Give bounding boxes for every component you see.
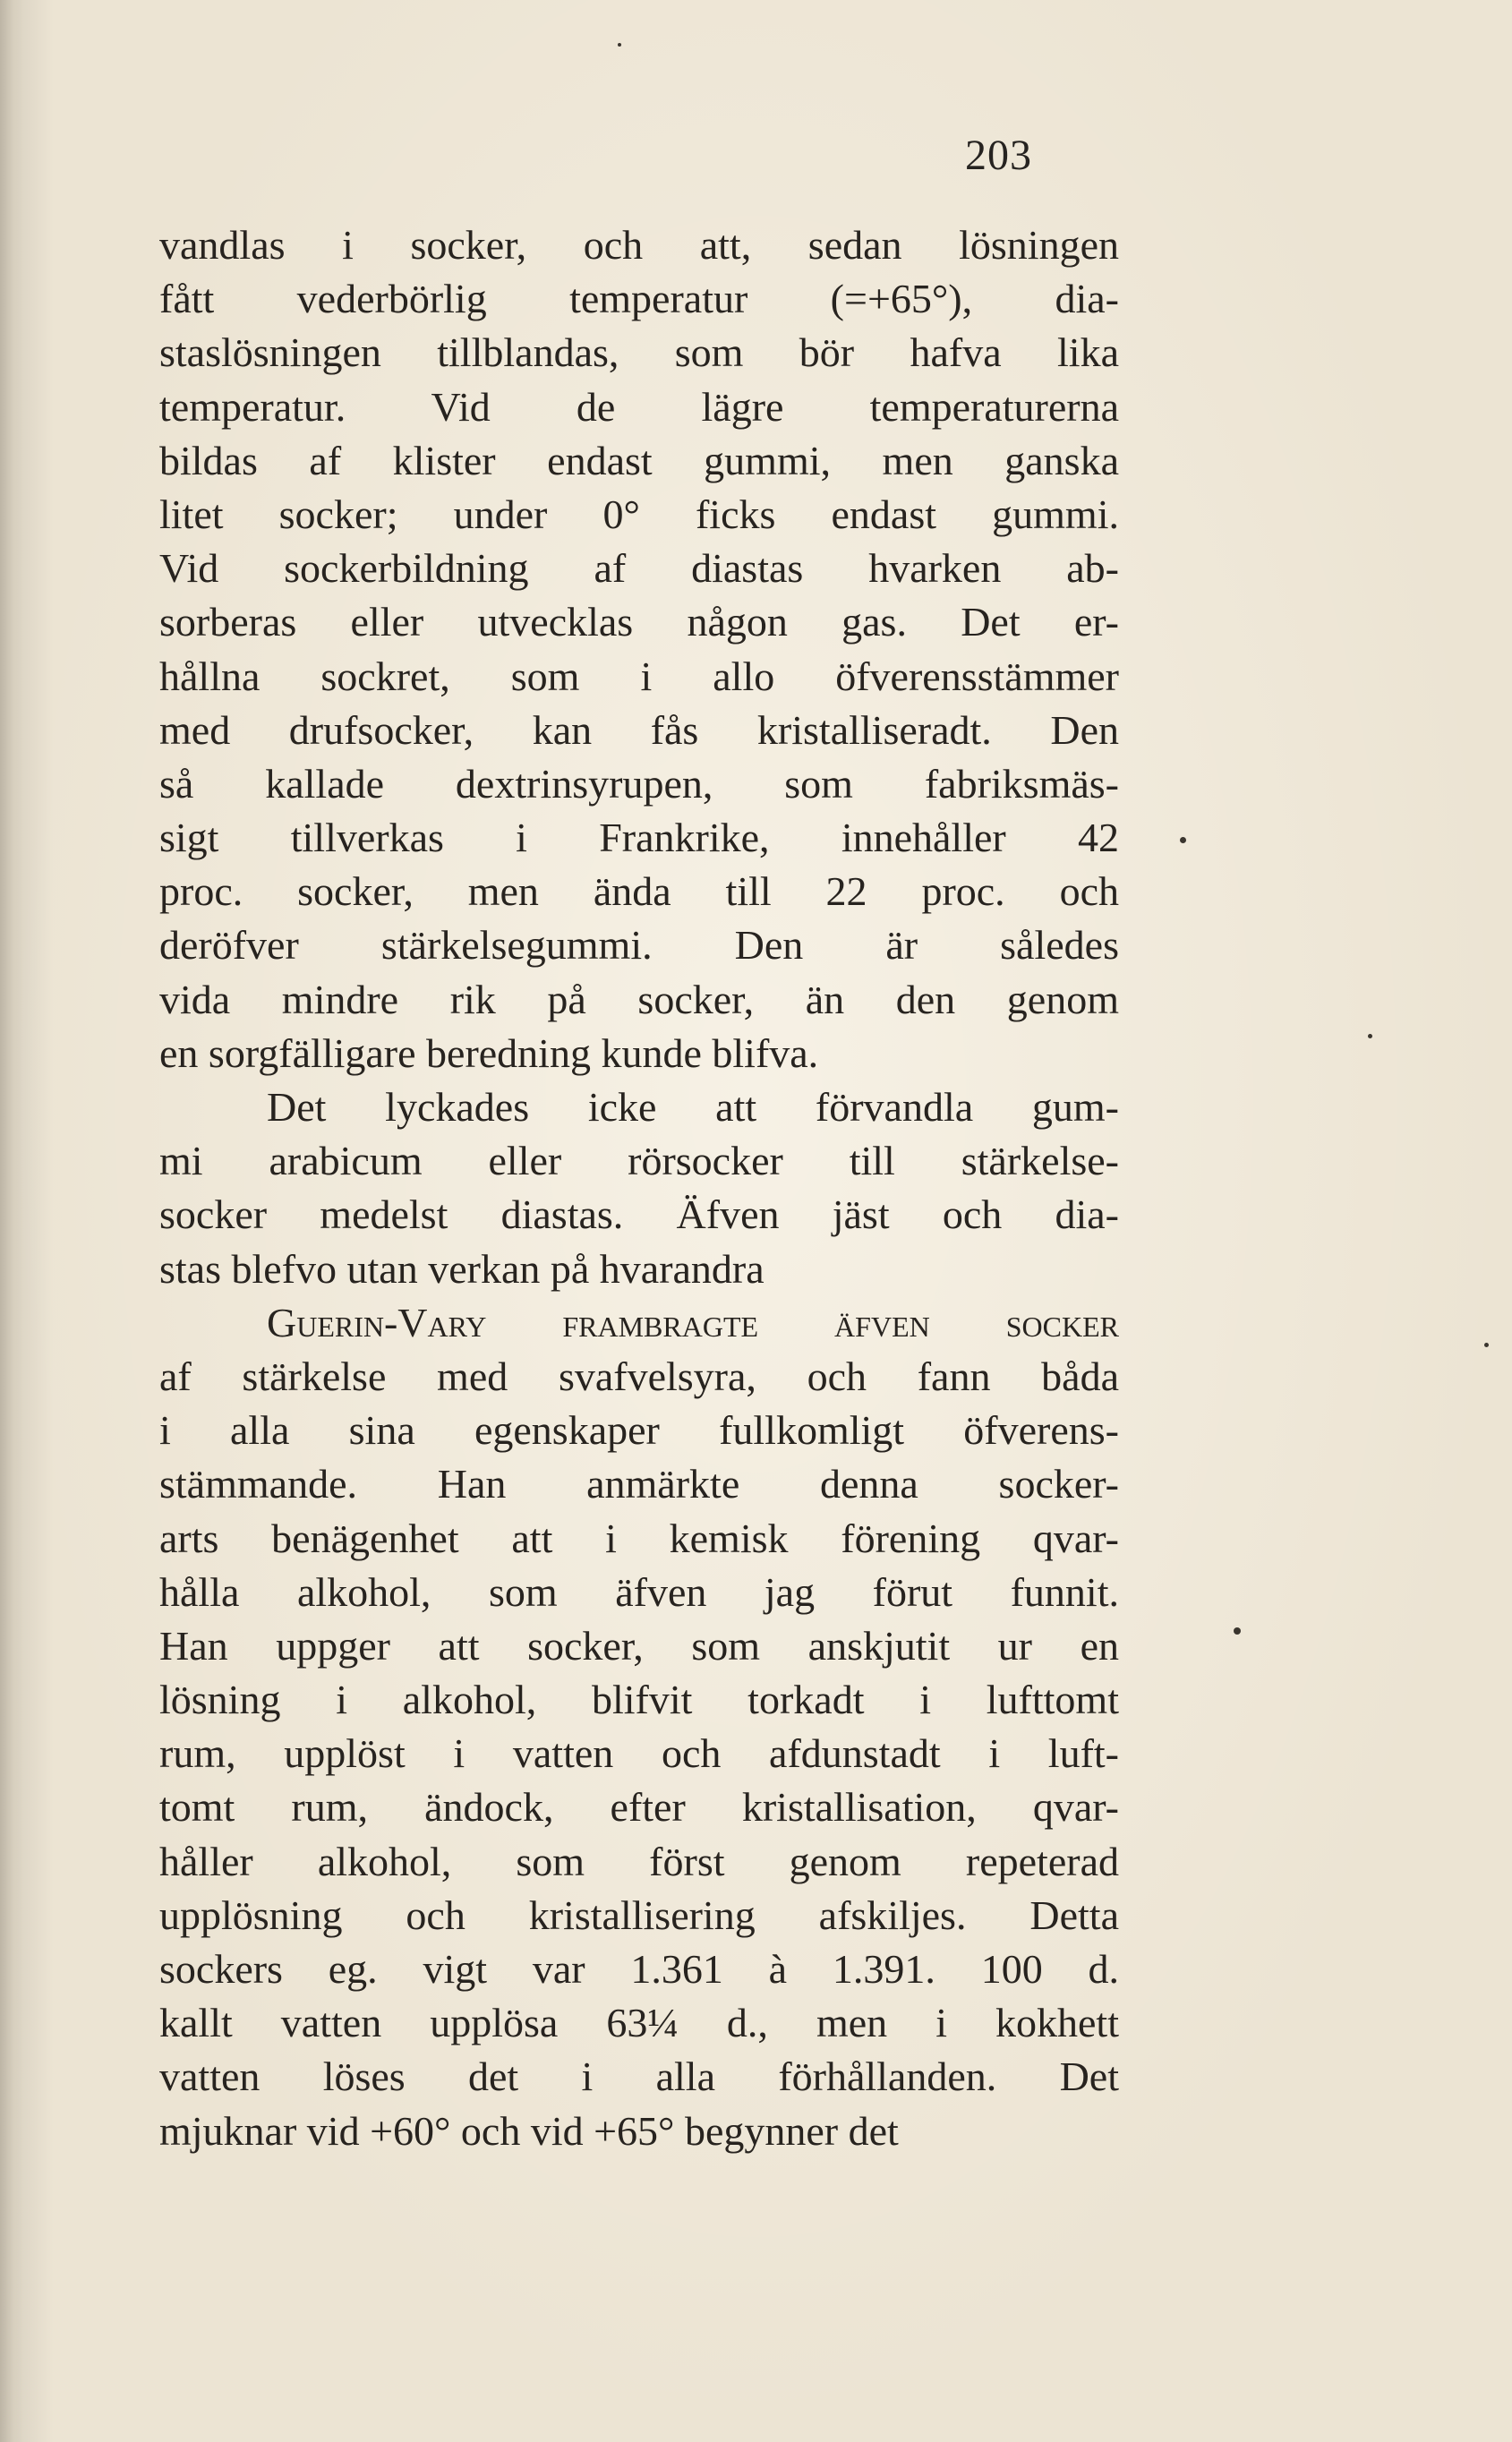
text-line: så kallade dextrinsyrupen, som fabriksmäs- [159, 760, 1119, 807]
text-line: socker medelst diastas. Äfven jäst och dia- [159, 1191, 1119, 1238]
text-line: med drufsocker, kan fås kristalliseradt. Den [159, 706, 1119, 753]
text-line: i alla sina egenskaper fullkomligt öfverens- [159, 1407, 1119, 1454]
text-line: fått vederbörlig temperatur (=+65°), dia- [159, 276, 1119, 322]
paper-speck [1180, 837, 1186, 843]
text-line: sorberas eller utvecklas någon gas. Det er- [159, 599, 1119, 645]
text-line: tomt rum, ändock, efter kristallisation, qvar- [159, 1784, 1119, 1831]
text-line: upplösning och kristallisering afskiljes. Detta [159, 1891, 1119, 1938]
text-line: Han uppger att socker, som anskjutit ur en [159, 1622, 1119, 1669]
text-line: kallt vatten upplösa 63¼ d., men i kokhett [159, 2000, 1119, 2046]
text-line: hålla alkohol, som äfven jag förut funnit. [159, 1568, 1119, 1615]
paragraph-end-line: stas blefvo utan verkan på hvarandra [159, 1245, 765, 1292]
text-line: håller alkohol, som först genom repeterad [159, 1838, 1119, 1884]
paper-speck [1368, 1034, 1372, 1038]
text-line: arts benägenhet att i kemisk förening qvar- [159, 1515, 1119, 1561]
text-line: deröfver stärkelsegummi. Den är således [159, 922, 1119, 969]
text-line: litet socker; under 0° ficks endast gummi. [159, 491, 1119, 537]
text-line: af stärkelse med svafvelsyra, och fann båda [159, 1353, 1119, 1399]
text-line: bildas af klister endast gummi, men ganska [159, 437, 1119, 483]
text-line: vandlas i socker, och att, sedan lösningen [159, 222, 1119, 268]
page-number: 203 [965, 132, 1032, 179]
text-line: vatten löses det i alla förhållanden. Det [159, 2054, 1119, 2100]
paragraph-end-line: en sorgfälligare beredning kunde blifva. [159, 1029, 819, 1076]
body-text [159, 218, 1119, 2158]
paper-speck [1234, 1627, 1241, 1635]
text-line: sockers eg. vigt var 1.361 à 1.391. 100 d. [159, 1946, 1119, 1992]
text-line: Vid sockerbildning af diastas hvarken ab- [159, 545, 1119, 592]
text-line: mi arabicum eller rörsocker till stärkelse- [159, 1138, 1119, 1184]
text-line: temperatur. Vid de lägre temperaturerna [159, 383, 1119, 430]
binding-edge [0, 0, 23, 2442]
paper-speck [1484, 1343, 1489, 1347]
text-line: rum, upplöst i vatten och afdunstadt i luft- [159, 1730, 1119, 1777]
text-line: vida mindre rik på socker, än den genom [159, 976, 1119, 1022]
text-line: hållna sockret, som i allo öfverensstämmer [159, 653, 1119, 699]
paragraph-start-line: Det lyckades icke att förvandla gum- [267, 1084, 1119, 1130]
text-line: lösning i alkohol, blifvit torkadt i lufttomt [159, 1677, 1119, 1723]
text-line: sigt tillverkas i Frankrike, innehåller 42 [159, 815, 1119, 861]
text-line: proc. socker, men ända till 22 proc. och [159, 868, 1119, 915]
paper-speck [618, 43, 621, 47]
text-line: staslösningen tillblandas, som bör hafva lika [159, 329, 1119, 376]
paragraph-start-line: Guerin-Vary frambragte äfven socker [267, 1299, 1119, 1345]
text-line: stämmande. Han anmärkte denna socker- [159, 1461, 1119, 1507]
text-line: mjuknar vid +60° och vid +65° begynner det [159, 2107, 899, 2154]
